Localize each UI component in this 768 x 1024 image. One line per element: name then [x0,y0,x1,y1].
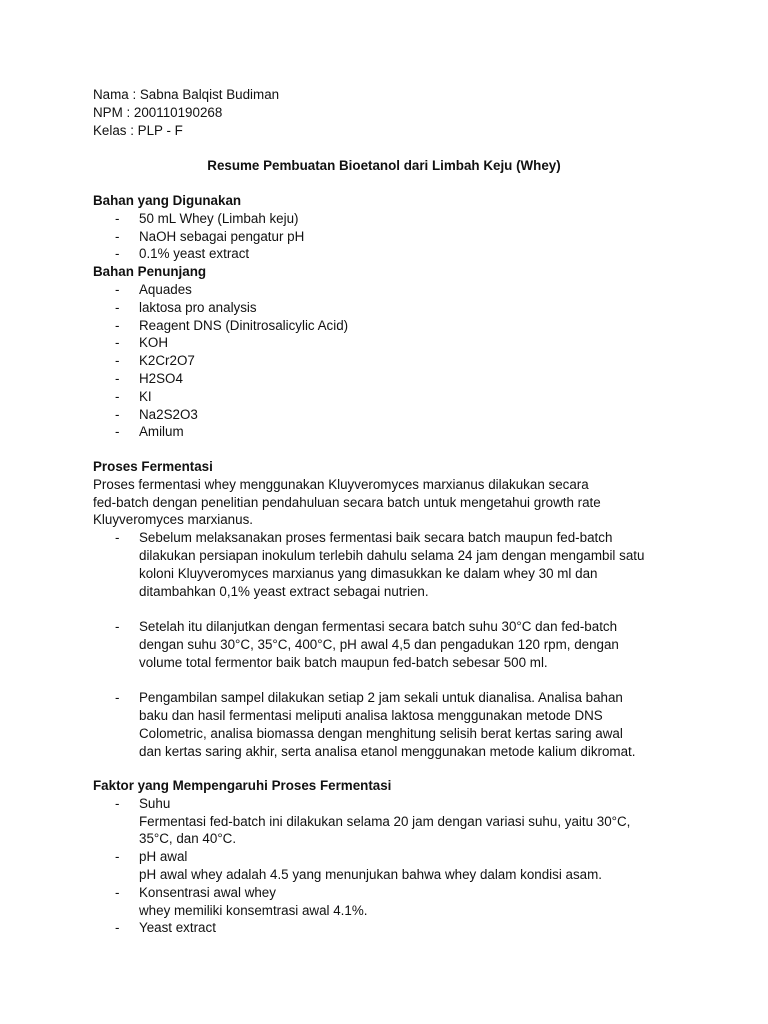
list-item [93,245,693,263]
list-item [93,281,693,299]
list-item-line: dengan suhu 30°C, 35°C, 400°C, pH awal 4,5 dan pengadukan 120 rpm, dengan [139,636,619,652]
list-item [93,299,693,317]
list-item-text: Reagent DNS (Dinitrosalicylic Acid) [139,317,349,333]
list-item-label: Konsentrasi awal whey [139,884,276,900]
dash-bullet: - [115,424,120,440]
list-item-text: Na2S2O3 [139,406,198,422]
section-faktor-fermentasi [93,777,693,937]
section-heading: Proses Fermentasi [93,459,213,474]
list-item-line: ditambahkan 0,1% yeast extract sebagai nutrien. [139,583,429,599]
list-item-line: 35°C, dan 40°C. [139,831,237,847]
dash-bullet: - [115,849,120,865]
student-name: Nama : Sabna Balqist Budiman [93,87,280,102]
list-item [93,406,693,424]
dash-bullet: - [115,690,120,706]
list-item [93,795,693,848]
list-item [93,352,693,370]
list-item [93,210,693,228]
list-item-label: Yeast extract [139,920,216,936]
list-item [93,529,693,600]
dash-bullet: - [115,370,120,386]
list-item-text: H2SO4 [139,370,183,386]
list-item-line: whey memiliki konsemtrasi awal 4.1%. [139,902,368,918]
section-heading: Bahan yang Digunakan [93,193,242,208]
list-item [93,370,693,388]
section-proses-fermentasi [93,458,693,761]
paragraph-line: Kluyveromyces marxianus. [93,512,253,528]
list-item [93,689,693,760]
list-item-line: dan kertas saring akhir, serta analisa etanol menggunakan metode kalium dikromat. [139,743,636,759]
dash-bullet: - [115,388,120,404]
dash-bullet: - [115,406,120,422]
list-item [93,423,693,441]
list-item-line: baku dan hasil fermentasi meliputi analisa laktosa menggunakan metode DNS [139,708,603,724]
list-item [93,388,693,406]
list-item [93,228,693,246]
list-item-line: dilakukan persiapan inokulum terlebih dahulu selama 24 jam dengan mengambil satu [139,547,645,563]
dash-bullet: - [115,884,120,900]
list-item-text: 50 mL Whey (Limbah keju) [139,210,299,226]
list-item [93,884,693,920]
paragraph-line: fed-batch dengan penelitian pendahuluan secara batch untuk mengetahui growth rate [93,494,601,510]
list-item-text: Amilum [139,424,184,440]
list-item [93,848,693,884]
list-item-text: Aquades [139,281,192,297]
dash-bullet: - [115,353,120,369]
dash-bullet: - [115,281,120,297]
dash-bullet: - [115,920,120,936]
dash-bullet: - [115,795,120,811]
list-item-label: Suhu [139,795,171,811]
student-class: Kelas : PLP - F [93,122,183,138]
dash-bullet: - [115,335,120,351]
document-title: Resume Pembuatan Bioetanol dari Limbah Keju (Whey) [207,158,561,173]
list-item [93,334,693,352]
paragraph-line: Proses fermentasi whey menggunakan Kluyveromyces marxianus dilakukan secara [93,476,589,492]
section-heading: Faktor yang Mempengaruhi Proses Fermentasi [93,778,392,793]
student-npm: NPM : 200110190268 [93,104,223,120]
list-item-label: pH awal [139,849,188,865]
list-item-text: 0.1% yeast extract [139,246,250,262]
list-item [93,919,693,937]
dash-bullet: - [115,619,120,635]
list-item-line: Sebelum melaksanakan proses fermentasi baik secara batch maupun fed-batch [139,530,613,546]
dash-bullet: - [115,299,120,315]
dash-bullet: - [115,210,120,226]
list-item-line: pH awal whey adalah 4.5 yang menunjukan bahwa whey dalam kondisi asam. [139,866,602,882]
dash-bullet: - [115,317,120,333]
list-item-line: koloni Kluyveromyces marxianus yang dimasukkan ke dalam whey 30 ml dan [139,565,598,581]
list-item-line: Pengambilan sampel dilakukan setiap 2 jam sekali untuk dianalisa. Analisa bahan [139,690,623,706]
section-bahan-digunakan [93,192,693,441]
list-item-text: KOH [139,335,169,351]
list-item-text: NaOH sebagai pengatur pH [139,228,305,244]
student-info [93,86,279,139]
list-item-line: Colometric, analisa biomassa dengan menghitung selisih berat kertas saring awal [139,725,623,741]
list-item-line: volume total fermentor baik batch maupun fed-batch sebesar 500 ml. [139,654,548,670]
dash-bullet: - [115,530,120,546]
section-heading: Bahan Penunjang [93,264,207,280]
list-item [93,317,693,335]
list-item-text: K2Cr2O7 [139,353,195,369]
list-item-text: laktosa pro analysis [139,299,257,315]
dash-bullet: - [115,246,120,262]
list-item-text: KI [139,388,152,404]
list-item-line: Setelah itu dilanjutkan dengan fermentasi secara batch suhu 30°C dan fed-batch [139,619,618,635]
list-item [93,618,693,671]
list-item-line: Fermentasi fed-batch ini dilakukan selama 20 jam dengan variasi suhu, yaitu 30°C, [139,813,631,829]
dash-bullet: - [115,228,120,244]
